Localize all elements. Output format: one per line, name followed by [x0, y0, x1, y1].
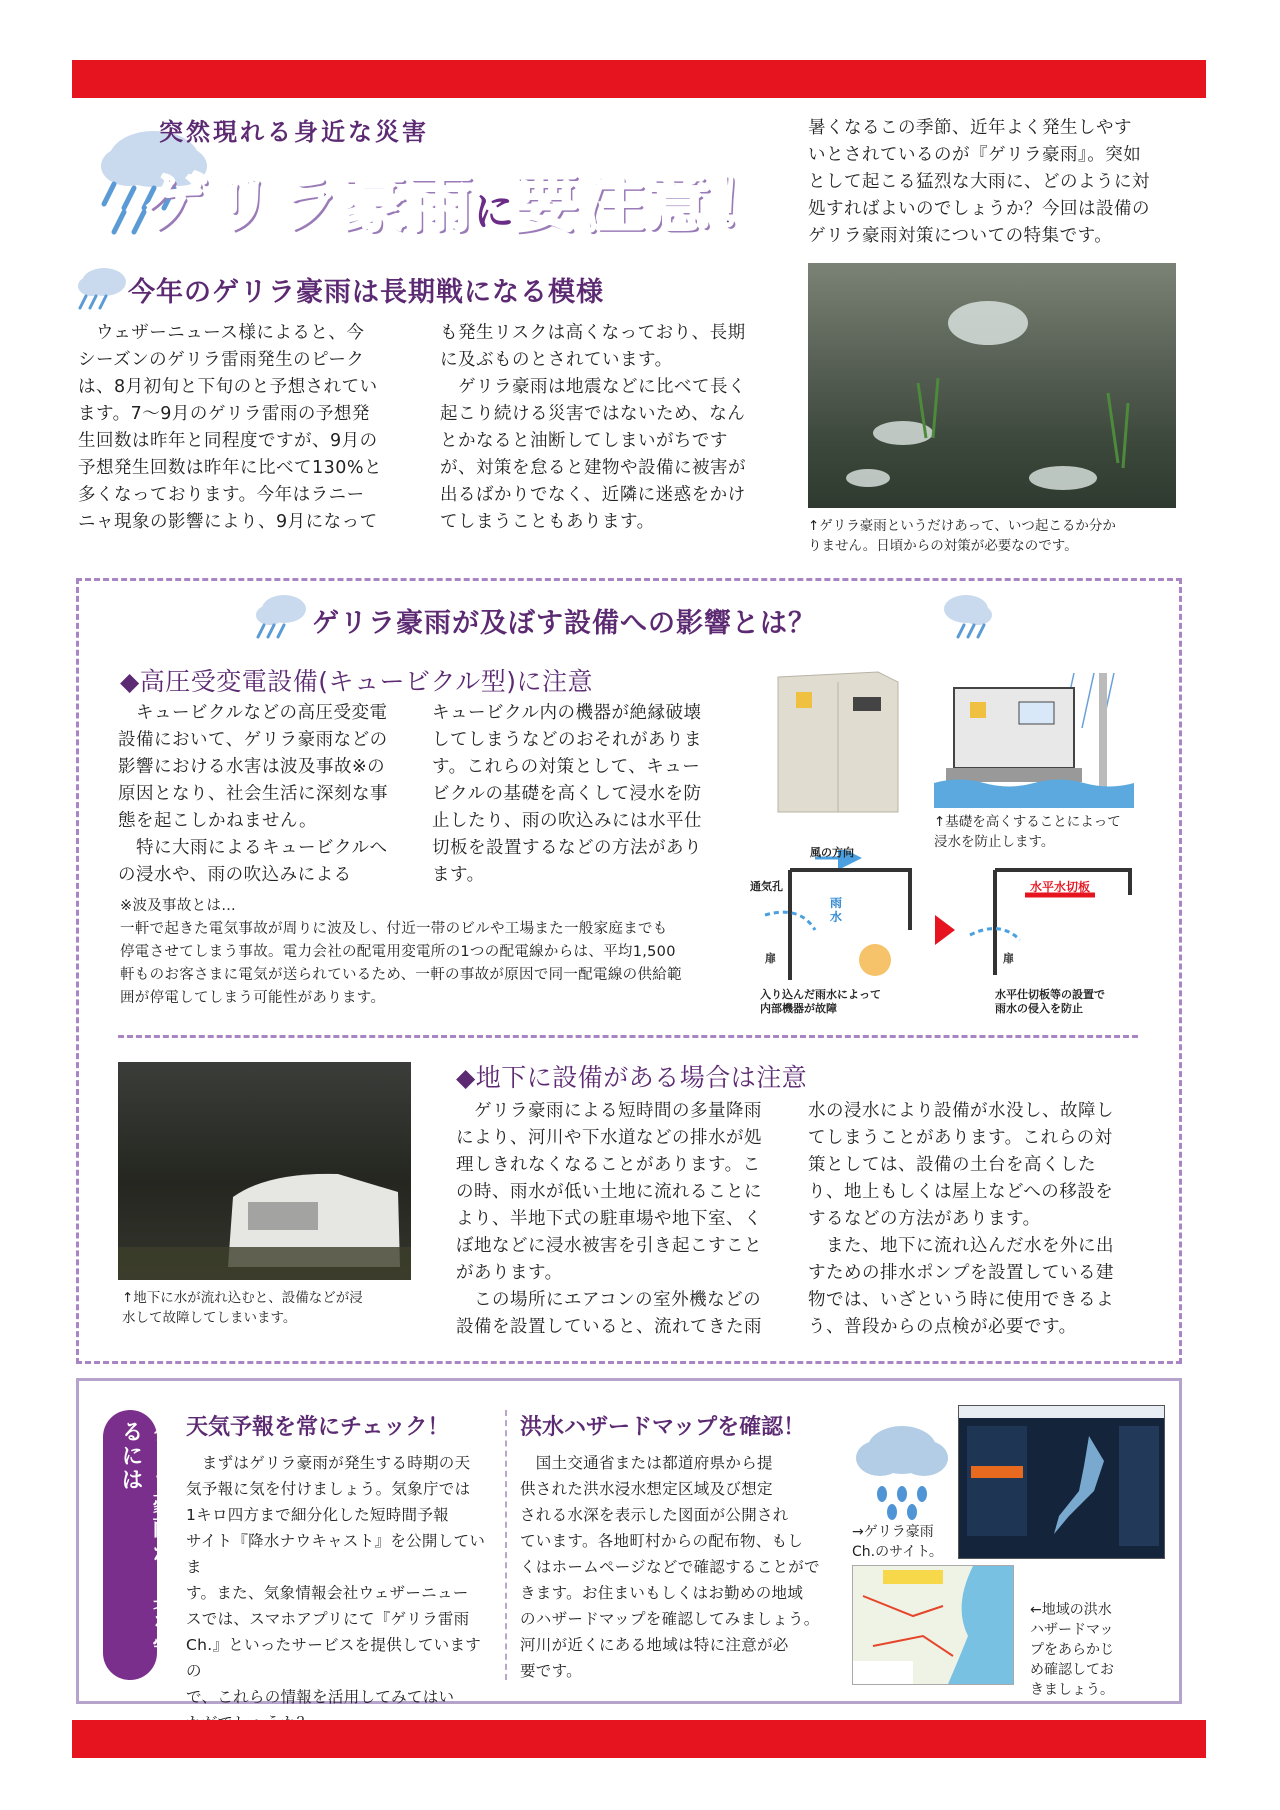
header-subtitle: 突然現れる身近な災害 [159, 118, 429, 146]
door-label-right: 扉 [1003, 952, 1014, 965]
section2-divider [118, 1035, 1138, 1038]
sub2-col1: ゲリラ豪雨による短時間の多量降雨 により、河川や下水道などの排水が処 理しきれなくなることがあります。こ の時、雨水が低い土地に流れることに より、半地下式の駐車場や地下室、く ぼ地などに浸水被害を引き起こすこと があります。 この場所にエアコンの室外機などの 設備を設置していると、流れてきた雨 [456, 1101, 762, 1337]
sub1-col2: キュービクル内の機器が絶縁破壊 してしまうなどのおそれがありま す。これらの対策として、キュー ビクルの基礎を高くして浸水を防 止したり、雨の吹込みには水平仕 切板を設置するなどの方法があり ます。 [432, 703, 702, 885]
flood-caption: ↑基礎を高くすることによって 浸水を防止します。 [934, 814, 1121, 850]
hazard-map-image [853, 1566, 1013, 1684]
weather-site-image [959, 1406, 1164, 1558]
bottom-red-bar [72, 1720, 1206, 1758]
parking-image [118, 1062, 411, 1280]
title-part2: に [474, 189, 514, 235]
title-part1: ゲリラ豪雨 [144, 167, 474, 241]
rain-cloud-icon [72, 258, 134, 320]
vent-label: 通気孔 [750, 880, 783, 893]
rain-ingress-diagram [745, 846, 1165, 1020]
section1-photo-caption: ↑ゲリラ豪雨というだけあって、いつ起こるか分か りません。日頃からの対策が必要なのです。 [808, 518, 1116, 554]
intro-text: 暑くなるこの季節、近年よく発生しやす いとされているのが『ゲリラ豪雨』。突如 として起こる猛烈な大雨に、どのように対 処すればよいのでしょうか？今回は設備の ゲリラ豪雨対策についての特集です。 [808, 118, 1150, 246]
section2-heading: ゲリラ豪雨が及ぼす設備への影響とは？ [312, 608, 816, 639]
rain-cloud-icon [932, 585, 996, 649]
title-block [84, 104, 784, 254]
section1-col1: ウェザーニュース様によると、今 シーズンのゲリラ雷雨発生のピーク は、8月初旬と下旬のと予想されてい ます。7〜9月のゲリラ雷雨の予想発 生回数は昨年と同程度ですが、9月の 予想発生回数は昨年に比べて130%と 多くなっております。今年はラニー ニャ現象の影響により、9月になって [78, 323, 383, 532]
door-label-left: 扉 [765, 952, 776, 965]
col1-heading: 天気予報を常にチェック！ [186, 1415, 450, 1440]
partition-label: 水平水切板 [1030, 880, 1091, 894]
cubicle-photo [758, 662, 908, 817]
flood-image [934, 668, 1134, 808]
section3-col1: まずはゲリラ豪雨が発生する時期の天 気予報に気を付けましょう。気象庁では 1キロ四方まで細分化した短時間予報 サイト『降水ナウキャスト』を公開していま す。また、気象情報会社ウェザーニュー スでは、スマホアプリにて『ゲリラ雷雨 Ch.』といったサービスを提供していますの で、これらの情報を活用してみてはい [186, 1454, 486, 1706]
rain-splash-photo [808, 263, 1176, 508]
title-part3: 要注意！ [514, 167, 778, 241]
section1-heading-row [72, 258, 772, 318]
top-red-bar [72, 60, 1206, 98]
section3-col2: 国土交通省または都道府県から提 供された洪水浸水想定区域及び想定 される水深を表示した図面が公開され ています。各地町村からの配布物、もし くはホームページなどで確認することがで きます。お住まいもしくはお勤めの地域 のハザードマップを確認してみましょう。 河川が近くにある地域は特に注意が必 要です。 [520, 1454, 820, 1680]
cubicle-image [758, 662, 908, 817]
wind-direction-label: 風の方向 [810, 846, 854, 859]
weather-site-screenshot [958, 1405, 1165, 1559]
underground-parking-photo [118, 1062, 411, 1280]
section1-col2: も発生リスクは高くなっており、長期 に及ぶものとされています。 ゲリラ豪雨は地震などに比べて長く 起こり続ける災害ではないため、なん とかなると油断してしまいがちです が、対策を怠ると建物や設備に被害が 出るばかりでなく、近隣に迷惑をかけ てしまうこともあります。 [440, 323, 746, 532]
sub1-heading: ◆高圧受変電設備(キュービクル型)に注意 [120, 667, 593, 696]
section1-heading: 今年のゲリラ豪雨は長期戦になる模様 [128, 277, 604, 308]
rain-cloud-icon [250, 585, 314, 649]
rain-label: 雨 水 [830, 896, 843, 924]
section3-divider [505, 1410, 507, 1680]
rain-cloud-icon [852, 1412, 952, 1522]
map-caption: ←地域の洪水 ハザードマッ プをあらかじ め確認してお きましょう。 [1030, 1602, 1114, 1698]
side-label: ゲリラ豪雨から身を守るには [118, 1420, 174, 1660]
section2-heading-row [250, 585, 1010, 655]
sub1-note: ※波及事故とは… 一軒で起きた電気事故が周りに波及し、付近一帯のビルや工場また一般家庭までも 停電させてしまう事故。電力会社の配電用変電所の1つの配電線からは、平均1,500 軒ものお客さまに電気が送られているため、一軒の事故が原因で同一配電線の供給範 囲が停電してしまう可能性があります。 [120, 898, 682, 1006]
site-caption: →ゲリラ豪雨 Ch.のサイト。 [852, 1524, 943, 1560]
parking-photo-caption: ↑地下に水が流れ込むと、設備などが浸 水して故障してしまいます。 [122, 1290, 363, 1326]
sub1-col1: キュービクルなどの高圧受変電 設備において、ゲリラ豪雨などの 影響における水害は波及事故※の 原因となり、社会生活に深刻な事 態を起こしかねません。 特に大雨によるキュービクルへ の浸水や、雨の吹込みによる [118, 703, 388, 885]
sub2-heading: ◆地下に設備がある場合は注意 [456, 1063, 808, 1092]
main-title [144, 152, 778, 244]
diagram-caption-right: 水平仕切板等の設置で 雨水の侵入を防止 [995, 988, 1105, 1015]
rain-splash-image [808, 263, 1176, 508]
flood-illustration [934, 668, 1134, 808]
diagram-caption-left: 入り込んだ雨水によって 内部機器が故障 [760, 988, 881, 1015]
col2-heading: 洪水ハザードマップを確認！ [520, 1415, 806, 1440]
side-label-pill [103, 1410, 174, 1680]
hazard-map [852, 1565, 1014, 1685]
sub2-col2: 水の浸水により設備が水没し、故障し てしまうことがあります。これらの対 策としては、設備の土台を高くした り、地上もしくは屋上などへの移設を するなどの方法があります。 また、地下に流れ込んだ水を外に出 すための排水ポンプを設置している建 物では、いざという時に使用できるよ う、普段からの点検が必要です。 [808, 1101, 1114, 1337]
